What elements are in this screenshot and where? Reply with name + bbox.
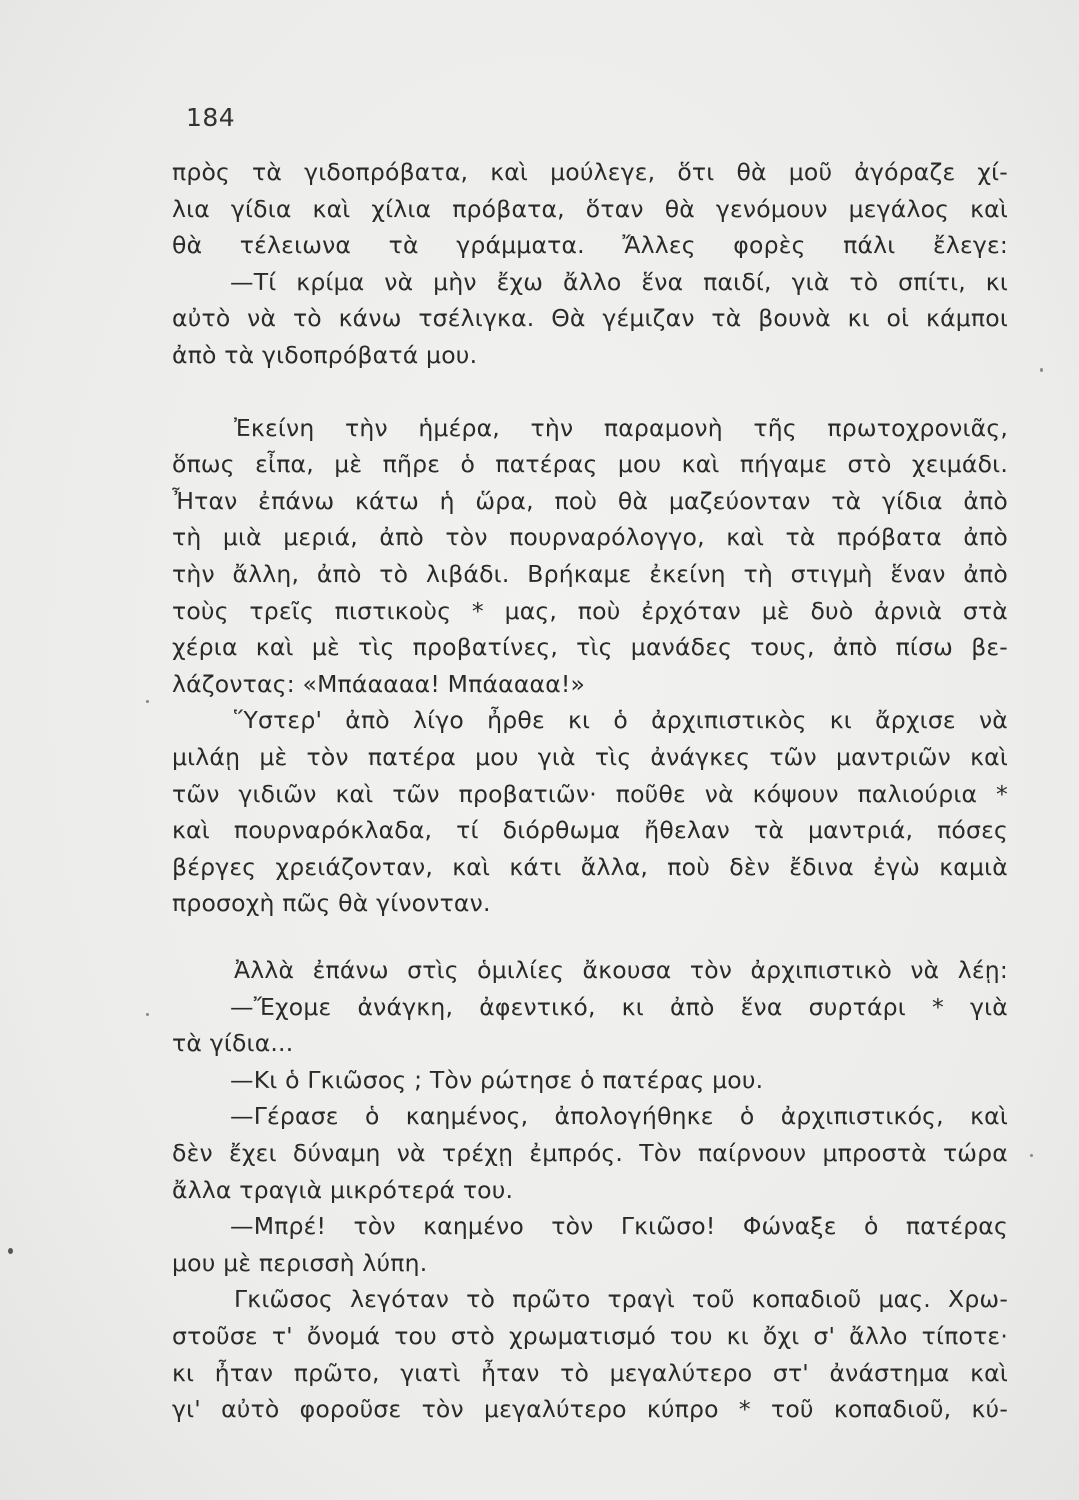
text-line: μου μὲ περισσὴ λύπη.: [172, 1248, 428, 1277]
text-line: δὲν ἔχει δύναμη νὰ τρέχῃ ἐμπρός. Τὸν παίρνουν μπροστὰ τώρα: [172, 1139, 1008, 1167]
scan-speck: [146, 1013, 149, 1016]
text-line: χέρια καὶ μὲ τὶς προβατίνες, τὶς μανάδες τους, ἀπὸ πίσω βε-: [172, 633, 1008, 662]
text-line: τὰ γίδια...: [172, 1029, 294, 1058]
text-line: βέργες χρειάζονταν, καὶ κάτι ἄλλα, ποὺ δὲν ἔδινα ἐγὼ καμιὰ: [172, 852, 1008, 881]
text-line: λια γίδια καὶ χίλια πρόβατα, ὅταν θὰ γενόμουν μεγάλος καὶ: [172, 194, 1008, 223]
scan-speck: [1040, 368, 1043, 372]
text-line: τὴ μιὰ μεριά, ἀπὸ τὸν πουρναρόλογγο, καὶ τὰ πρόβατα ἀπὸ: [172, 523, 1008, 552]
text-line: κι ἦταν πρῶτο, γιατὶ ἦταν τὸ μεγαλύτερο στ' ἀνάστημα καὶ: [172, 1358, 1008, 1387]
text-line: —Τί κρίμα νὰ μὴν ἔχω ἄλλο ἕνα παιδί, γιὰ τὸ σπίτι, κι: [230, 267, 1008, 296]
text-line: ὅπως εἶπα, μὲ πῆρε ὁ πατέρας μου καὶ πήγαμε στὸ χειμάδι.: [172, 450, 1008, 479]
text-line: —Ἔχομε ἀνάγκη, ἀφεντικό, κι ἀπὸ ἕνα συρτάρι * γιὰ: [230, 992, 1008, 1021]
text-line: γι' αὐτὸ φοροῦσε τὸν μεγαλύτερο κύπρο * τοῦ κοπαδιοῦ, κύ-: [172, 1395, 1008, 1424]
text-line: Ἦταν ἐπάνω κάτω ἡ ὥρα, ποὺ θὰ μαζεύονταν τὰ γίδια ἀπὸ: [172, 486, 1008, 515]
text-line: Ἐκείνη τὴν ἡμέρα, τὴν παραμονὴ τῆς πρωτοχρονιᾶς,: [234, 413, 1008, 442]
text-line: —Μπρέ! τὸν καημένο τὸν Γκιῶσο! Φώναξε ὁ πατέρας: [230, 1212, 1008, 1241]
text-line: προσοχὴ πῶς θὰ γίνονταν.: [172, 889, 491, 918]
text-line: ἄλλα τραγιὰ μικρότερά του.: [172, 1175, 514, 1204]
text-line: Γκιῶσος λεγόταν τὸ πρῶτο τραγὶ τοῦ κοπαδιοῦ μας. Χρω-: [234, 1285, 1008, 1314]
text-line: καὶ πουρναρόκλαδα, τί διόρθωμα ἤθελαν τὰ μαντριά, πόσες: [172, 816, 1008, 845]
text-line: θὰ τέλειωνα τὰ γράμματα. Ἄλλες φορὲς πάλι ἔλεγε:: [172, 231, 1008, 260]
scan-speck: [146, 700, 149, 703]
scan-speck: [8, 1248, 13, 1254]
text-line: λάζοντας: «Μπάαααα! Μπάαααα!»: [172, 669, 586, 698]
text-line: Ἀλλὰ ἐπάνω στὶς ὁμιλίες ἄκουσα τὸν ἀρχιπιστικὸ νὰ λέῃ:: [234, 956, 1008, 984]
text-line: πρὸς τὰ γιδοπρόβατα, καὶ μούλεγε, ὅτι θὰ μοῦ ἀγόραζε χί-: [172, 158, 1008, 186]
text-line: τῶν γιδιῶν καὶ τῶν προβατιῶν· ποῦθε νὰ κόψουν παλιούρια *: [172, 779, 1008, 808]
scan-speck: [1030, 1154, 1033, 1157]
text-line: μιλάῃ μὲ τὸν πατέρα μου γιὰ τὶς ἀνάγκες τῶν μαντριῶν καὶ: [172, 743, 1008, 771]
text-line: —Κι ὁ Γκιῶσος ; Τὸν ρώτησε ὁ πατέρας μου.: [230, 1065, 764, 1094]
page-number: 184: [186, 103, 236, 132]
text-line: τοὺς τρεῖς πιστικοὺς * μας, ποὺ ἐρχόταν μὲ δυὸ ἀρνιὰ στὰ: [172, 596, 1008, 625]
text-line: στοῦσε τ' ὄνομά του στὸ χρωματισμό του κι ὄχι σ' ἄλλο τίποτε·: [172, 1322, 1008, 1350]
text-line: αὐτὸ νὰ τὸ κάνω τσέλιγκα. Θὰ γέμιζαν τὰ βουνὰ κι οἱ κάμποι: [172, 304, 1008, 333]
text-line: ἀπὸ τὰ γιδοπρόβατά μου.: [172, 341, 478, 369]
text-line: τὴν ἄλλη, ἀπὸ τὸ λιβάδι. Βρήκαμε ἐκείνη τὴ στιγμὴ ἕναν ἀπὸ: [172, 560, 1008, 588]
text-line: Ὕστερ' ἀπὸ λίγο ἦρθε κι ὁ ἀρχιπιστικὸς κι ἄρχισε νὰ: [234, 706, 1008, 735]
text-line: —Γέρασε ὁ καημένος, ἀπολογήθηκε ὁ ἀρχιπιστικός, καὶ: [230, 1102, 1008, 1131]
